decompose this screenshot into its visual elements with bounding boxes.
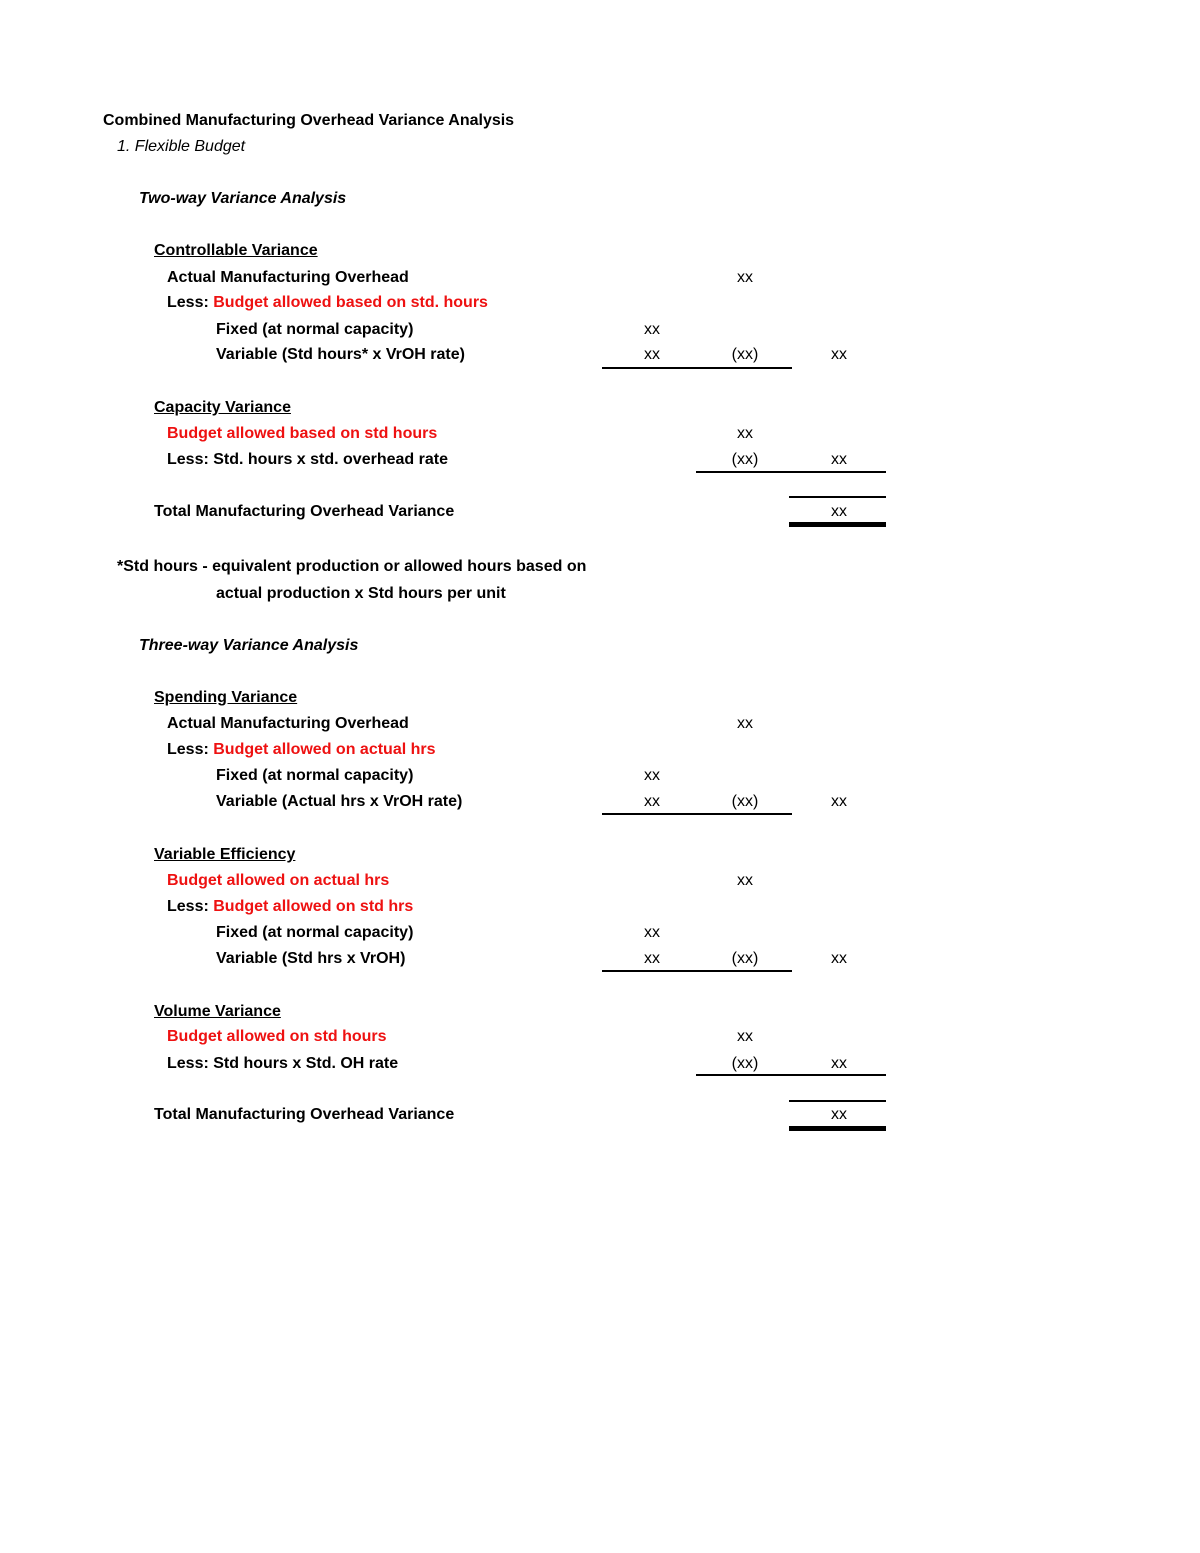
fixed-normal-capacity-label: Fixed (at normal capacity) (216, 924, 414, 941)
total-variance-value: xx (831, 503, 847, 520)
std-overhead-value: (xx) (731, 451, 759, 468)
budget-std-hours-label: Budget allowed on std hours (167, 1028, 387, 1045)
three-way-heading: Three-way Variance Analysis (139, 637, 359, 654)
fixed-normal-capacity-label: Fixed (at normal capacity) (216, 767, 414, 784)
budget-subtotal-value: (xx) (731, 346, 759, 363)
spending-variance-label: Spending Variance (154, 689, 298, 706)
two-way-heading: Two-way Variance Analysis (139, 190, 347, 207)
variable-std-hrs-label: Variable (Std hrs x VrOH) (216, 950, 406, 967)
total-variance-label: Total Manufacturing Overhead Variance (154, 1106, 455, 1123)
volume-variance-value: xx (831, 1055, 847, 1072)
volume-variance-label: Volume Variance (154, 1003, 281, 1020)
actual-moh-label: Actual Manufacturing Overhead (167, 715, 409, 732)
budget-actual-hrs-label: Budget allowed on actual hrs (167, 872, 390, 889)
less-budget-std-line (167, 293, 488, 313)
budget-actual-hrs-label: Budget allowed on actual hrs (213, 741, 436, 758)
less-std-oh-rate-label: Less: Std hours x Std. OH rate (167, 1055, 399, 1072)
efficiency-variance-value: xx (831, 950, 847, 967)
capacity-variance-label: Capacity Variance (154, 399, 291, 416)
less-budget-actual-line (167, 740, 436, 760)
controllable-variance-value: xx (831, 346, 847, 363)
controllable-variance-label: Controllable Variance (154, 242, 318, 259)
capacity-variance-value: xx (831, 451, 847, 468)
variable-actual-hrs-label: Variable (Actual hrs x VrOH rate) (216, 793, 463, 810)
footnote-line-2: actual production x Std hours per unit (216, 585, 506, 602)
actual-moh-value: xx (737, 269, 753, 286)
total-double-rule (789, 522, 886, 527)
budget-std-value: xx (737, 1028, 753, 1045)
subtotal-rule (696, 471, 886, 473)
less-label: Less: (167, 898, 209, 915)
subtotal-rule (602, 813, 792, 815)
total-top-rule (789, 1100, 886, 1102)
fixed-value: xx (644, 924, 660, 941)
budget-actual-value: xx (737, 872, 753, 889)
budget-std-hours-label: Budget allowed based on std. hours (213, 294, 488, 311)
fixed-normal-capacity-label: Fixed (at normal capacity) (216, 321, 414, 338)
page-title: Combined Manufacturing Overhead Variance Analysis (103, 112, 515, 129)
variable-value: xx (644, 950, 660, 967)
variable-value: xx (644, 793, 660, 810)
less-label: Less: (167, 741, 209, 758)
variable-efficiency-label: Variable Efficiency (154, 846, 296, 863)
actual-moh-value: xx (737, 715, 753, 732)
std-oh-value: (xx) (731, 1055, 759, 1072)
subtotal-rule (602, 970, 792, 972)
total-variance-value: xx (831, 1106, 847, 1123)
spending-variance-value: xx (831, 793, 847, 810)
total-top-rule (789, 496, 886, 498)
budget-subtotal-value: (xx) (731, 950, 759, 967)
less-std-overhead-label: Less: Std. hours x std. overhead rate (167, 451, 448, 468)
subtotal-rule (696, 1074, 886, 1076)
total-double-rule (789, 1126, 886, 1131)
budget-subtotal-value: (xx) (731, 793, 759, 810)
less-label: Less: (167, 294, 209, 311)
budget-std-hrs-label: Budget allowed on std hrs (213, 898, 414, 915)
budget-std-hours-label: Budget allowed based on std hours (167, 425, 438, 442)
total-variance-label: Total Manufacturing Overhead Variance (154, 503, 455, 520)
variable-value: xx (644, 346, 660, 363)
fixed-value: xx (644, 321, 660, 338)
section-subtitle: 1. Flexible Budget (117, 138, 246, 155)
variable-std-hours-label: Variable (Std hours* x VrOH rate) (216, 346, 465, 363)
budget-std-value: xx (737, 425, 753, 442)
footnote-line-1: *Std hours - equivalent production or allowed hours based on (117, 558, 587, 575)
less-budget-std-line (167, 897, 413, 917)
actual-moh-label: Actual Manufacturing Overhead (167, 269, 409, 286)
subtotal-rule (602, 367, 792, 369)
fixed-value: xx (644, 767, 660, 784)
